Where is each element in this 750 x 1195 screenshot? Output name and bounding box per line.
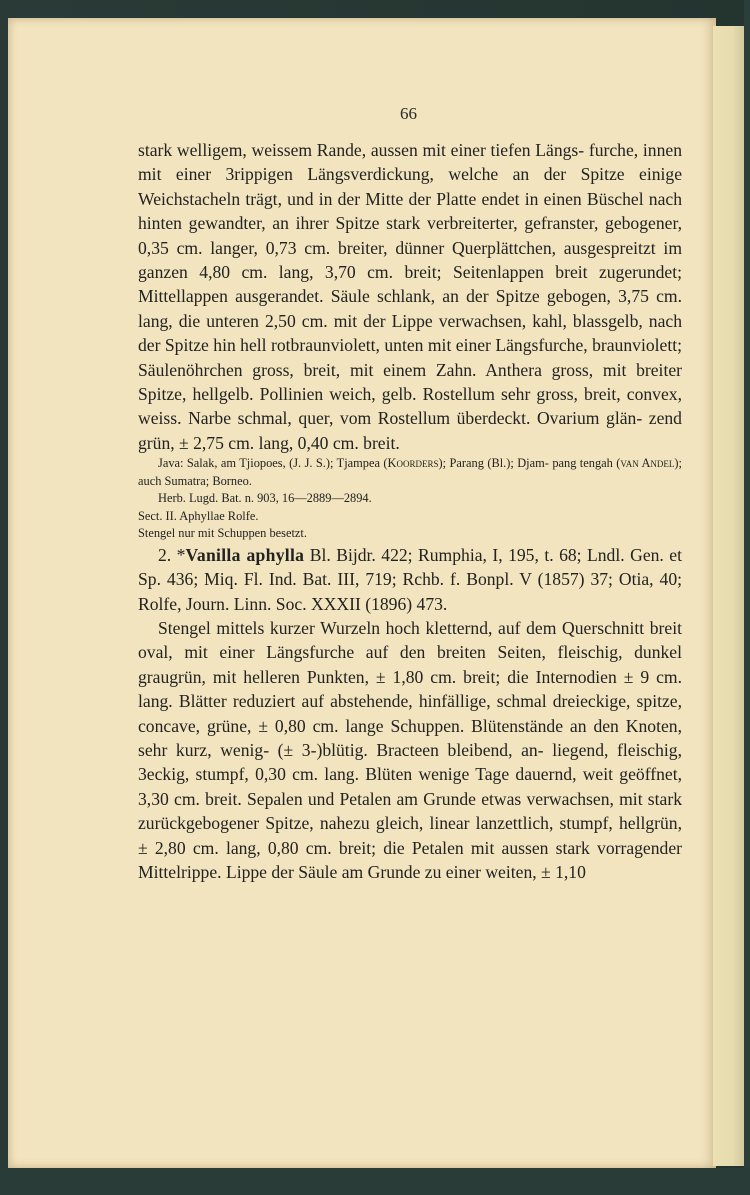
section-title: Sect. II. Aphyllae Rolfe. [138, 508, 259, 523]
paragraph-description: stark welligem, weissem Rande, aussen mit einer tiefen Längs- furche, innen mit einer 3rippigen Längsverdickung, welche an der Spitze einige Weichstacheln trägt, und in der Mitte der Platte endet in einen Büschel nach hinten gewandter, an ihrer Spitze stark verbreiterter, gefranster, gebogener, 0,35 cm. langer, 0,73 cm. breiter, dünner Querplättchen, ausgespreitzt im ganzen 4,80 cm. lang, 3,70 cm. breit; Seitenlappen breit zugerundet; Mittellappen ausgerandet. Säule schlank, an der Spitze gebogen, 3,75 cm. lang, die unteren 2,50 cm. mit der Lippe verwachsen, kahl, blassgelb, nach der Spitze hin hell rotbraunviolett, unten mit einer Längsfurche, braunviolett; Säulenöhrchen gross, breit, mit einem Zahn. Anthera gross, mit breiter Spitze, hellgelb. Pollinien weich, gelb. Rostellum sehr gross, breit, convex, weiss. Narbe schmal, quer, vom Rostellum überdeckt. Ovarium glän- zend grün, ± 2,75 cm. lang, 0,40 cm. breit. [138, 140, 683, 453]
paragraph-stem-description: Stengel mittels kurzer Wurzeln hoch kletternd, auf dem Querschnitt breit oval, mit einer Längsfurche auf den breiten Seiten, fleischig, dunkel graugrün, mit helleren Punkten, ± 1,80 cm. breit; die Internodien ± 9 cm. lang. Blätter reduziert auf abstehende, hinfällige, schmal dreieckige, spitze, concave, grüne, ± 0,80 cm. lange Schuppen. Blütenstände an den Knoten, sehr kurz, wenig- (± 3-)blütig. Bracteen bleibend, an- liegend, fleischig, 3eckig, stumpf, 0,30 cm. lang. Blüten wenige Tage dauernd, weit geöffnet, 3,30 cm. breit. Sepalen und Petalen am Grunde etwas verwachsen, mit stark zurückgebogener Spitze, nahezu gleich, linear lanzettlich, stumpf, hellgrün, ± 2,80 cm. lang, 0,80 cm. breit; die Petalen mit aussen stark vorragender Mittelrippe. Lippe der Säule am Grunde zu einer weiten, ± 1,10 [138, 618, 683, 883]
section-description: Stengel nur mit Schuppen besetzt. [138, 526, 307, 541]
distribution-note: Java: Salak, am Tjiopoes, (J. J. S.); Tjampea (Koorders); Parang (Bl.); Djam- pang tengah (van Andel); auch Sumatra; Borneo. [138, 456, 682, 488]
page-edge [712, 26, 745, 1166]
species-citation: 2. *Vanilla aphylla Bl. Bijdr. 422; Rumphia, I, 195, t. 68; Lndl. Gen. et Sp. 436; Miq. Fl. Ind. Bat. III, 719; Rchb. f. Bonpl. V (1857) 37; Otia, 40; Rolfe, Journ. Linn. Soc. XXXII (1896) 473. [138, 544, 683, 614]
species-name: Vanilla aphylla [185, 544, 305, 565]
page-number: 66 [400, 104, 417, 123]
bottom-band [0, 1168, 750, 1195]
herbarium-note: Herb. Lugd. Bat. n. 903, 16—2889—2894. [158, 491, 372, 506]
book-binding [744, 0, 750, 1195]
page-body [138, 138, 682, 884]
